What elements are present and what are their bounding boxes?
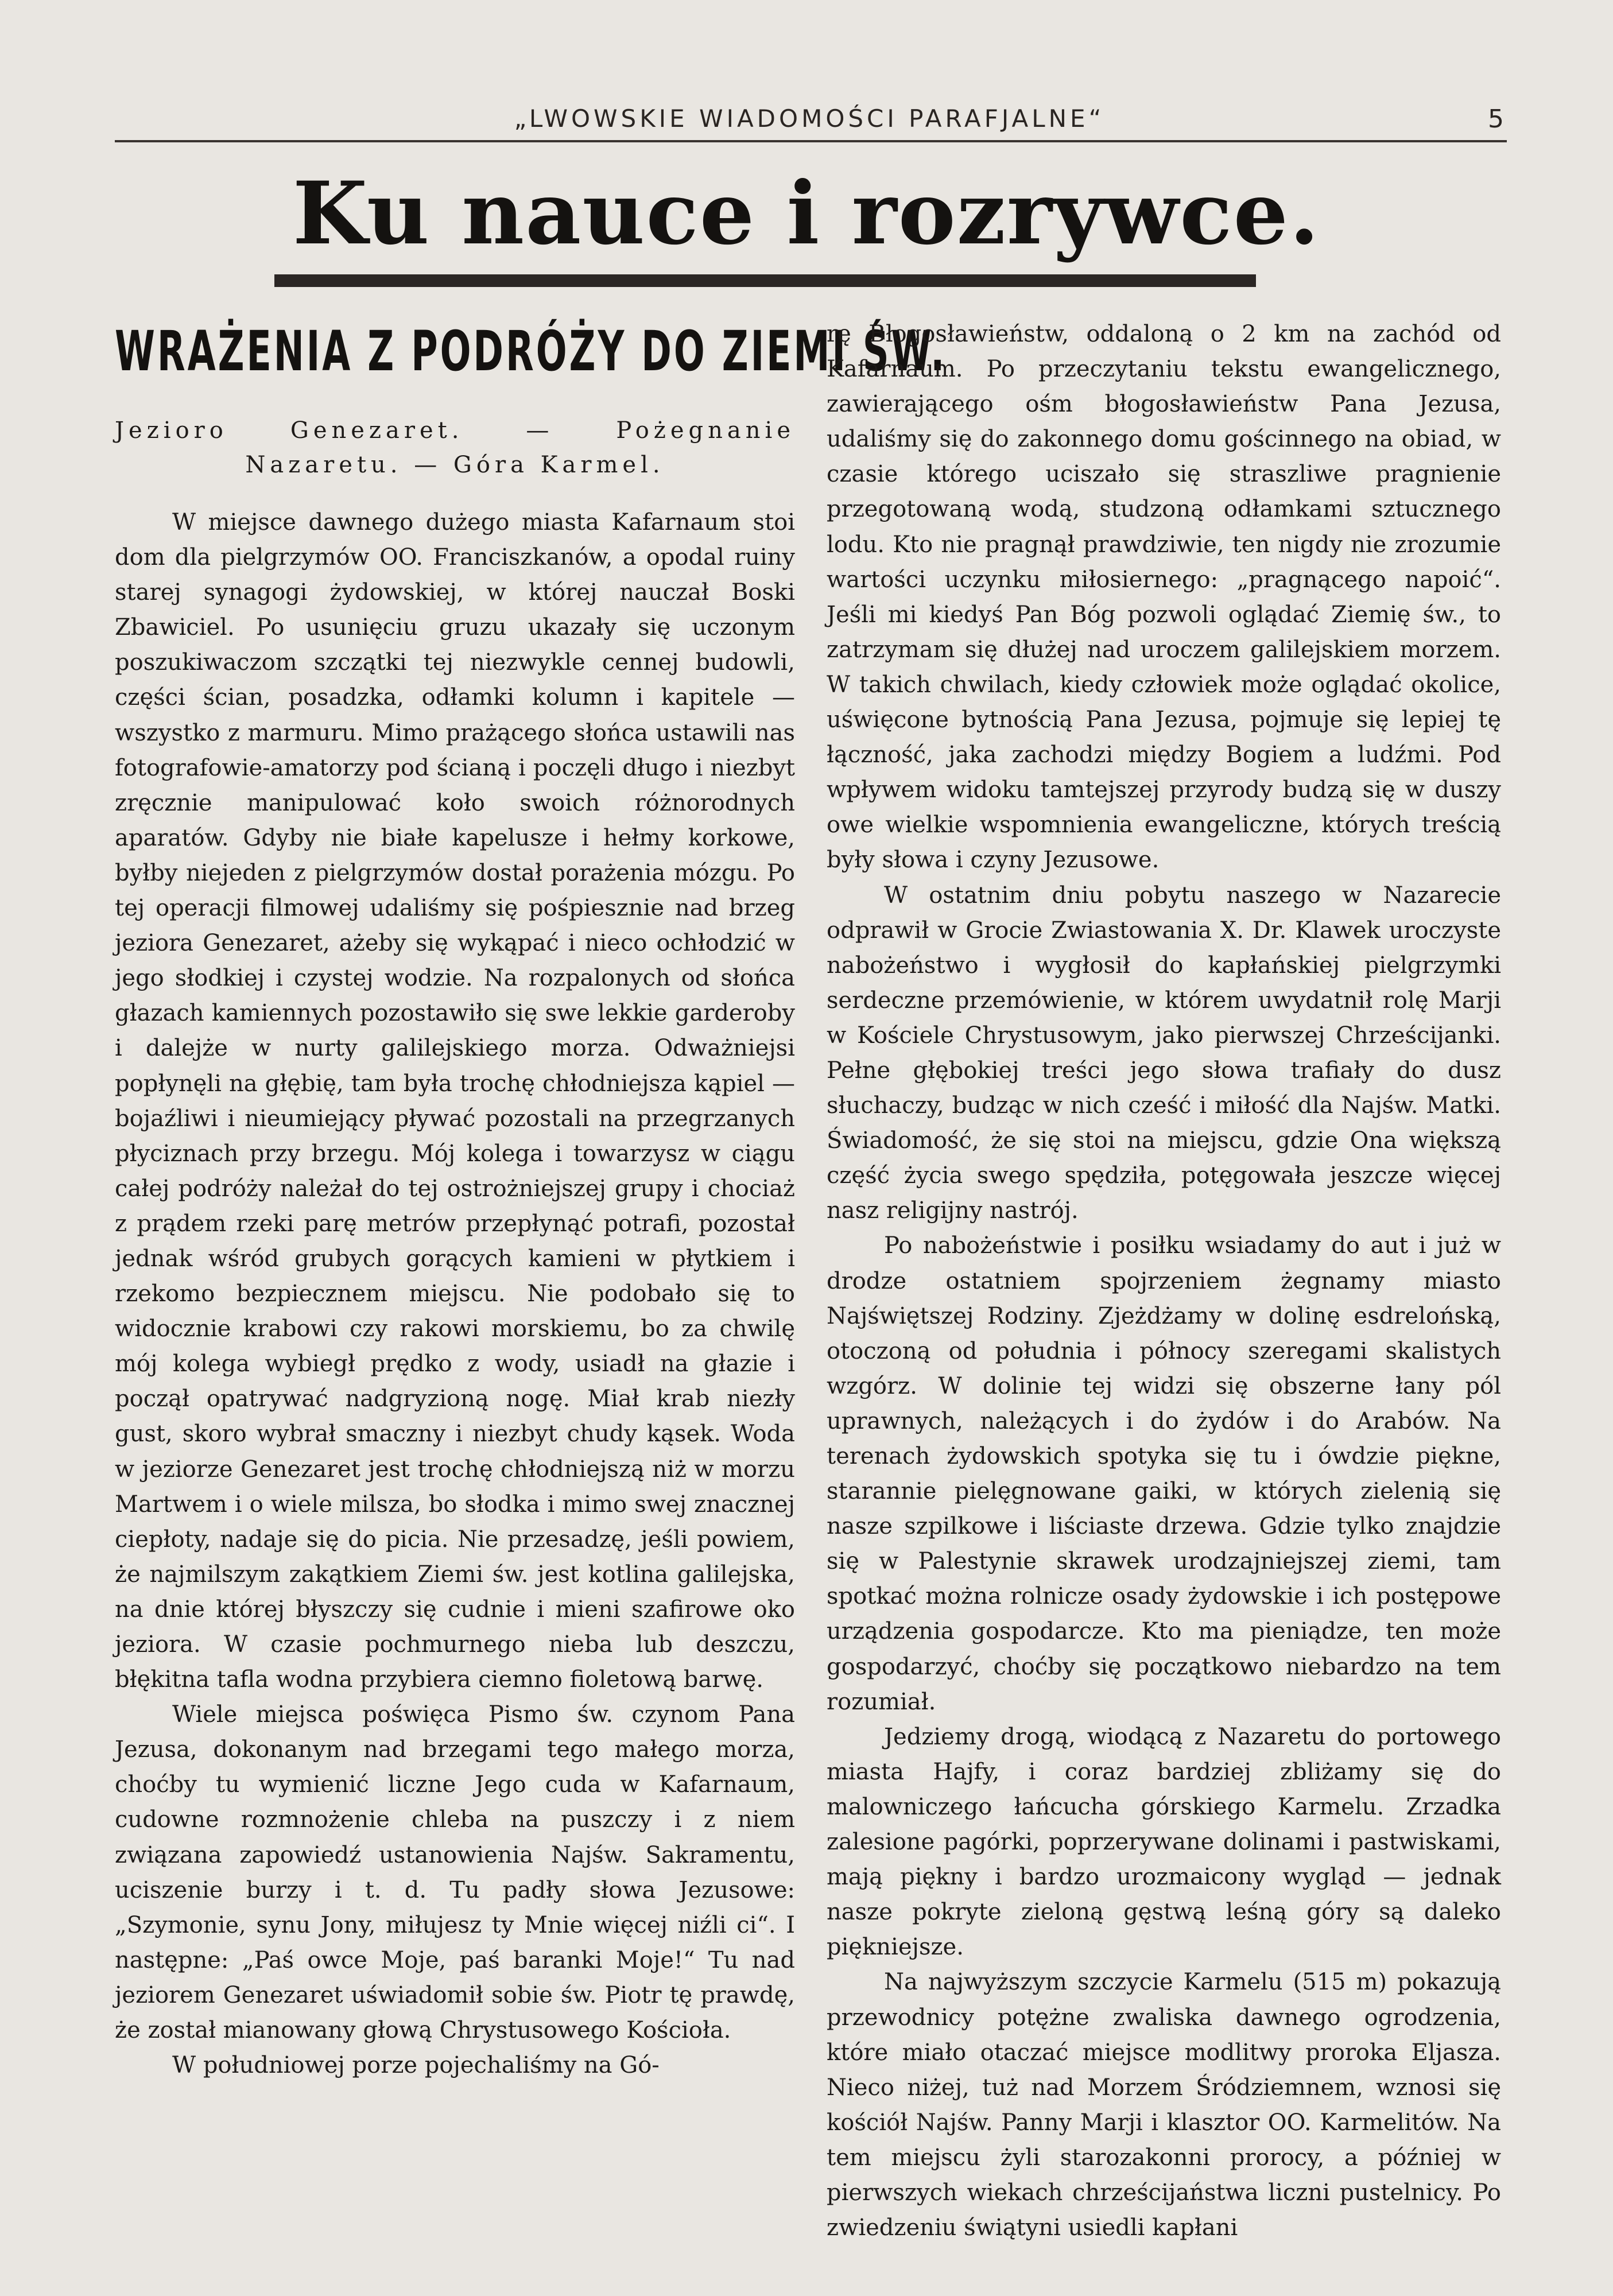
header-rule	[115, 140, 1507, 142]
running-title: „LWOWSKIE WIADOMOŚCI PARAFJALNE“	[514, 104, 1105, 133]
paragraph: W miejsce dawnego dużego miasta Kafarnaum stoi dom dla pielgrzymów OO. Franciszkanów, a opodal ruiny starej synagogi żydowskiej, w której nauczał Boski Zbawiciel. Po usunięciu gruzu ukazały się uczonym poszukiwaczom szczątki tej niezwykle cennej budowli, części ścian, posadzka, odłamki kolumn i kapitele — wszystko z marmuru. Mimo prażącego słońca ustawili nas fotografowie-amatorzy pod ścianą i poczęli długo i niezbyt zręcznie manipulować koło swoich różnorodnych aparatów. Gdyby nie białe kapelusze i hełmy korkowe, byłby niejeden z pielgrzymów dostał porażenia mózgu. Po tej operacji filmowej udaliśmy się pośpiesznie nad brzeg jeziora Genezaret, ażeby się wykąpać i nieco ochłodzić w jego słodkiej i czystej wodzie. Na rozpalonych od słońca głazach kamiennych pozostawiło się swe lekkie garderoby i dalejże w nurty galilejskiego morza. Odważniejsi popłynęli na głębię, tam była trochę chłodniejsza kąpiel — bojaźliwi i nieumiejący pływać pozostali na przegrzanych płyciznach przy brzegu. Mój kolega i towarzysz w ciągu całej podróży należał do tej ostrożniejszej grupy i chociaż z prądem rzeki parę metrów przepłynąć potrafi, pozostał jednak wśród grubych gorących kamieni w płytkiem i rzekomo bezpiecznem miejscu. Nie podobało się to widocznie krabowi czy rakowi morskiemu, bo za chwilę mój kolega wybiegł prędko z wody, usiadł na głazie i począł opatrywać nadgryzioną nogę. Miał krab niezły gust, skoro wybrał smaczny i niezbyt chudy kąsek. Woda w jeziorze Genezaret jest trochę chłodniejszą niż w morzu Martwem i o wiele milsza, bo słodka i mimo swej znacznej ciepłoty, nadaje się do picia. Nie przesadzę, jeśli powiem, że najmilszym zakątkiem Ziemi św. jest kotlina galilejska, na dnie której błyszczy się cudnie i mieni szafirowe oko jeziora. W czasie pochmurnego nieba lub deszczu, błękitna tafla wodna przybiera ciemno fioletową barwę.	[115, 509, 795, 1693]
article-subtitle: Jezioro Genezaret. — Pożegnanie Nazaretu. — Góra Karmel.	[115, 417, 795, 478]
running-head	[115, 96, 1504, 141]
right-column	[827, 317, 1501, 2245]
paragraph: rę Błogosławieństw, oddaloną o 2 km na zachód od Kafarnaum. Po przeczytaniu tekstu ewangelicznego, zawierającego ośm błogosławieństw Pana Jezusa, udaliśmy się do zakonnego domu gościnnego na obiad, w czasie którego uciszało się straszliwe pragnienie przegotowaną wodą, studzoną odłamkami sztucznego lodu. Kto nie pragnął prawdziwie, ten nigdy nie zrozumie wartości uczynku miłosiernego: „pragnącego napoić“. Jeśli mi kiedyś Pan Bóg pozwoli oglądać Ziemię św., to zatrzymam się dłużej nad uroczem galilejskiem morzem. W takich chwilach, kiedy człowiek może oglądać okolice, uświęcone bytnością Pana Jezusa, pojmuje się lepiej tę łączność, jaka zachodzi między Bogiem a ludźmi. Pod wpływem widoku tamtejszej przyrody budzą się w duszy owe wielkie wspomnienia ewangeliczne, których treścią były słowa i czyny Jezusowe.	[827, 321, 1501, 874]
paragraph: Wiele miejsca poświęca Pismo św. czynom Pana Jezusa, dokonanym nad brzegami tego małego morza, choćby tu wymienić liczne Jego cuda w Kafarnaum, cudowne rozmnożenie chleba na puszczy i z niem związana zapowiedź ustanowienia Najśw. Sakramentu, uciszenie burzy i t. d. Tu padły słowa Jezusowe: „Szymonie, synu Jony, miłujesz ty Mnie więcej niźli ci“. I następne: „Paś owce Moje, paś baranki Moje!“ Tu nad jeziorem Genezaret uświadomił sobie św. Piotr tę prawdę, że został mianowany głową Chrystusowego Kościoła.	[115, 1701, 795, 2044]
article-title: WRAŻENIA Z PODRÓŻY DO ZIEMI ŚW.	[115, 319, 947, 383]
page-number: 5	[1488, 104, 1504, 134]
paragraph: Jedziemy drogą, wiodącą z Nazaretu do portowego miasta Hajfy, i coraz bardziej zbliżamy się do malowniczego łańcucha górskiego Karmelu. Zrzadka zalesione pagórki, poprzerywane dolinami i pastwiskami, mają piękny i bardzo urozmaicony wygląd — jednak nasze pokryte zieloną gęstwą leśną góry są daleko piękniejsze.	[827, 1723, 1501, 1961]
title-rule	[274, 274, 1256, 287]
paragraph: Na najwyższym szczycie Karmelu (515 m) pokazują przewodnicy potężne zwaliska dawnego ogrodzenia, które miało otaczać miejsce modlitwy proroka Eljasza. Nieco niżej, tuż nad Morzem Śródziemnem, wznosi się kościół Najśw. Panny Marji i klasztor OO. Karmelitów. Na tem miejscu żyli starozakonni prorocy, a później w pierwszych wiekach chrześcijaństwa liczni pustelnicy. Po zwiedzeniu świątyni usiedli kapłani	[827, 1969, 1501, 2241]
paragraph: W południowej porze pojechaliśmy na Gó-	[172, 2052, 660, 2079]
section-title: Ku nauce i rozrywce.	[292, 163, 1321, 264]
paragraph: Po nabożeństwie i posiłku wsiadamy do aut i już w drodze ostatniem spojrzeniem żegnamy miasto Najświętszej Rodziny. Zjeżdżamy w dolinę esdrelońską, otoczoną od południa i północy szeregami skalistych wzgórz. W dolinie tej widzi się obszerne łany pól uprawnych, należących i do żydów i do Arabów. Na terenach żydowskich spotyka się tu i ówdzie piękne, starannie pielęgnowane gaiki, w których zielenią się nasze szpilkowe i liściaste drzewa. Gdzie tylko znajdzie się w Palestynie skrawek urodzajniejszej ziemi, tam spotkać można rolnicze osady żydowskie i ich postępowe urządzenia gospodarcze. Kto ma pieniądze, ten może gospodarzyć, choćby się początkowo niebardzo na tem rozumiał.	[827, 1232, 1501, 1715]
left-column	[115, 505, 795, 2083]
paragraph: W ostatnim dniu pobytu naszego w Nazarecie odprawił w Grocie Zwiastowania X. Dr. Klawek uroczyste nabożeństwo i wygłosił do kapłańskiej pielgrzymki serdeczne przemówienie, w którem uwydatnił rolę Marji w Kościele Chrystusowym, jako pierwszej Chrześcijanki. Pełne głębokiej treści jego słowa trafiały do dusz słuchaczy, budząc w nich cześć i miłość dla Najśw. Matki. Świadomość, że się stoi na miejscu, gdzie Ona większą część życia swego spędziła, potęgowała jeszcze więcej nasz religijny nastrój.	[827, 882, 1501, 1224]
